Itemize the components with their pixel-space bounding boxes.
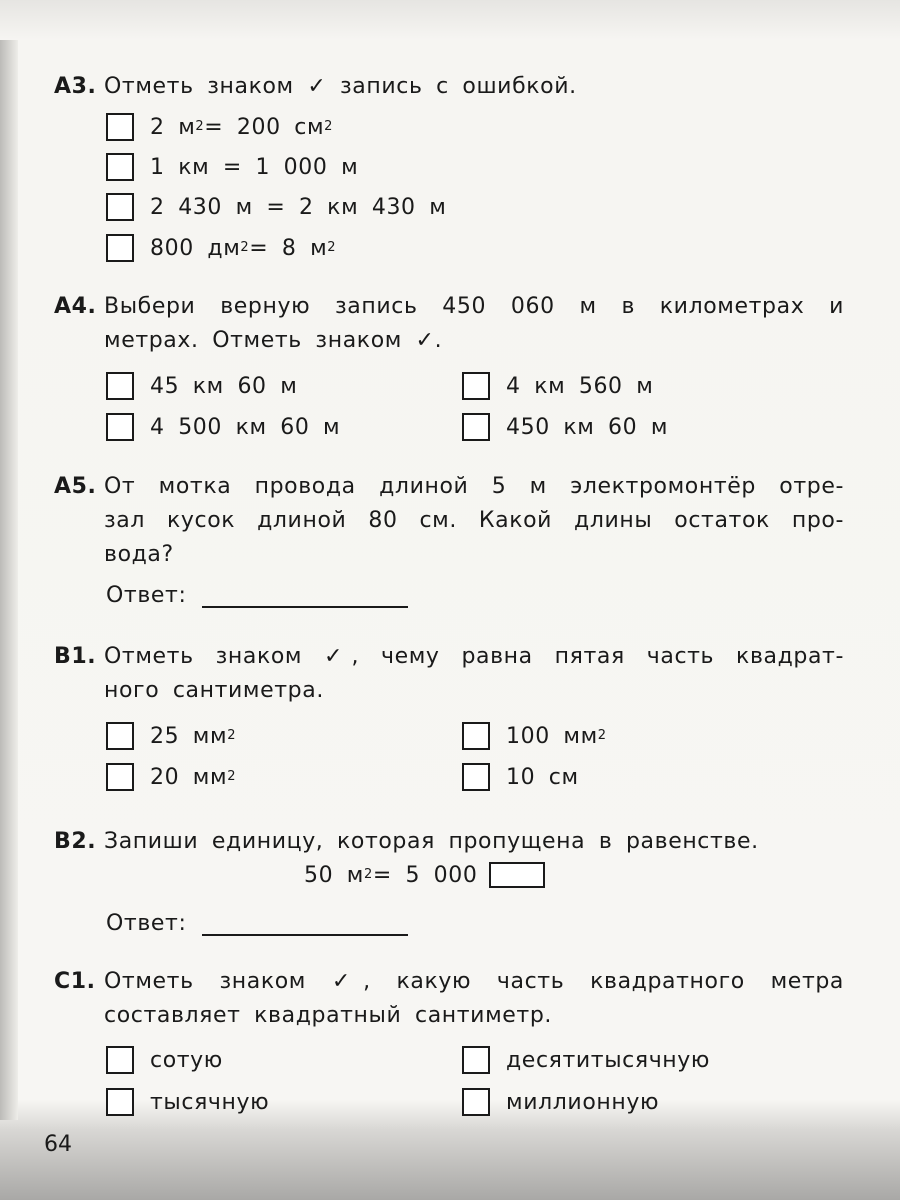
option-text: 4 км 560 м xyxy=(506,373,654,399)
option-text: 2 м xyxy=(150,114,196,140)
checkbox[interactable] xyxy=(106,234,134,262)
checkbox[interactable] xyxy=(106,1046,134,1074)
task-a3 xyxy=(54,70,844,104)
option-text: миллионную xyxy=(506,1089,660,1115)
option-text: 10 см xyxy=(506,764,579,790)
task-b2 xyxy=(54,825,844,859)
answer-label: Ответ: xyxy=(106,583,187,608)
checkbox[interactable] xyxy=(462,1046,490,1074)
answer-input-line[interactable] xyxy=(202,908,408,936)
checkbox[interactable] xyxy=(106,1088,134,1116)
checkbox[interactable] xyxy=(106,763,134,791)
option-text: 25 мм xyxy=(150,723,228,749)
task-label: А3. xyxy=(54,74,97,99)
question-text: , какую часть квадратного метра xyxy=(363,969,845,994)
check-mark-icon: ✓ xyxy=(331,969,364,994)
indent xyxy=(54,999,104,1033)
option-text: 2 430 м = 2 км 430 м xyxy=(150,194,447,220)
option-b1-4[interactable] xyxy=(462,763,579,791)
option-text: десятитысячную xyxy=(506,1047,711,1073)
option-a4-4[interactable] xyxy=(462,413,668,441)
option-text: 100 мм xyxy=(506,723,598,749)
checkbox[interactable] xyxy=(106,153,134,181)
question-text: Отметь знаком xyxy=(104,644,303,669)
equation: 50 м 2 = 5 000 xyxy=(304,862,545,888)
page-edge-shadow xyxy=(0,40,18,1120)
task-label: В1. xyxy=(54,644,97,669)
punctuation: . xyxy=(434,328,443,353)
check-mark-icon: ✓ xyxy=(324,644,352,669)
option-text: 800 дм xyxy=(150,235,241,261)
task-label: В2. xyxy=(54,829,97,854)
task-a4 xyxy=(54,290,844,358)
check-mark-icon: ✓ xyxy=(415,328,435,353)
question-text: Отметь знаком xyxy=(104,74,294,99)
option-a3-3[interactable] xyxy=(106,193,446,221)
question-text: вода? xyxy=(104,542,174,567)
checkbox[interactable] xyxy=(462,763,490,791)
option-text: тысячную xyxy=(150,1089,270,1115)
checkbox[interactable] xyxy=(106,193,134,221)
indent xyxy=(54,538,104,572)
task-b1 xyxy=(54,640,844,708)
checkbox[interactable] xyxy=(106,113,134,141)
answer-label: Ответ: xyxy=(106,911,187,936)
option-c1-3[interactable] xyxy=(106,1088,269,1116)
question-text: Выбери верную запись 450 060 м в километрах и xyxy=(104,294,844,319)
task-a5 xyxy=(54,470,844,572)
question-text: запись с ошибкой. xyxy=(339,74,577,99)
checkbox[interactable] xyxy=(462,413,490,441)
option-text: 20 мм xyxy=(150,764,228,790)
checkbox[interactable] xyxy=(462,1088,490,1116)
checkbox[interactable] xyxy=(462,722,490,750)
question-text: составляет квадратный сантиметр. xyxy=(104,1003,552,1028)
option-text: 45 км 60 м xyxy=(150,373,298,399)
option-text: = 200 см xyxy=(204,114,325,140)
answer-input-line[interactable] xyxy=(202,580,408,608)
question-text: метрах. Отметь знаком xyxy=(104,328,402,353)
question-text: Отметь знаком xyxy=(104,969,306,994)
question-text: ного сантиметра. xyxy=(104,678,324,703)
answer-b2 xyxy=(106,908,408,936)
option-c1-2[interactable] xyxy=(462,1046,710,1074)
task-c1 xyxy=(54,965,844,1033)
option-b1-2[interactable]: 100 мм 2 xyxy=(462,722,607,750)
option-text: 1 км = 1 000 м xyxy=(150,154,359,180)
option-text: 4 500 км 60 м xyxy=(150,414,341,440)
question-text: Запиши единицу, которая пропущена в равенстве. xyxy=(104,829,759,854)
indent xyxy=(54,324,104,358)
question-text: зал кусок длиной 80 см. Какой длины остаток про- xyxy=(104,508,844,533)
checkbox[interactable] xyxy=(106,722,134,750)
option-c1-1[interactable] xyxy=(106,1046,223,1074)
question-text: От мотка провода длиной 5 м электромонтёр отре- xyxy=(104,474,844,499)
option-a4-2[interactable] xyxy=(462,372,653,400)
equation-text: = 5 000 xyxy=(372,862,478,888)
answer-a5 xyxy=(106,580,408,608)
checkbox[interactable] xyxy=(106,372,134,400)
indent xyxy=(54,504,104,538)
option-b1-1[interactable]: 25 мм 2 xyxy=(106,722,236,750)
option-a3-1[interactable]: 2 м 2 = 200 см 2 xyxy=(106,113,333,141)
equation-text: 50 м xyxy=(304,862,364,888)
option-c1-4[interactable] xyxy=(462,1088,659,1116)
checkbox[interactable] xyxy=(106,413,134,441)
option-b1-3[interactable]: 20 мм 2 xyxy=(106,763,236,791)
option-a4-3[interactable] xyxy=(106,413,340,441)
option-a3-4[interactable]: 800 дм 2 = 8 м 2 xyxy=(106,234,336,262)
checkbox[interactable] xyxy=(462,372,490,400)
option-a3-2[interactable] xyxy=(106,153,358,181)
check-mark-icon: ✓ xyxy=(307,74,327,99)
missing-unit-box[interactable] xyxy=(489,862,545,888)
page-number: 64 xyxy=(44,1132,72,1157)
task-label: А5. xyxy=(54,474,97,499)
question-text: , чему равна пятая часть квадрат- xyxy=(351,644,845,669)
option-text: сотую xyxy=(150,1047,223,1073)
option-text: = 8 м xyxy=(249,235,328,261)
task-label: А4. xyxy=(54,294,97,319)
option-a4-1[interactable] xyxy=(106,372,297,400)
option-text: 450 км 60 м xyxy=(506,414,669,440)
task-label: С1. xyxy=(54,969,96,994)
indent xyxy=(54,674,104,708)
